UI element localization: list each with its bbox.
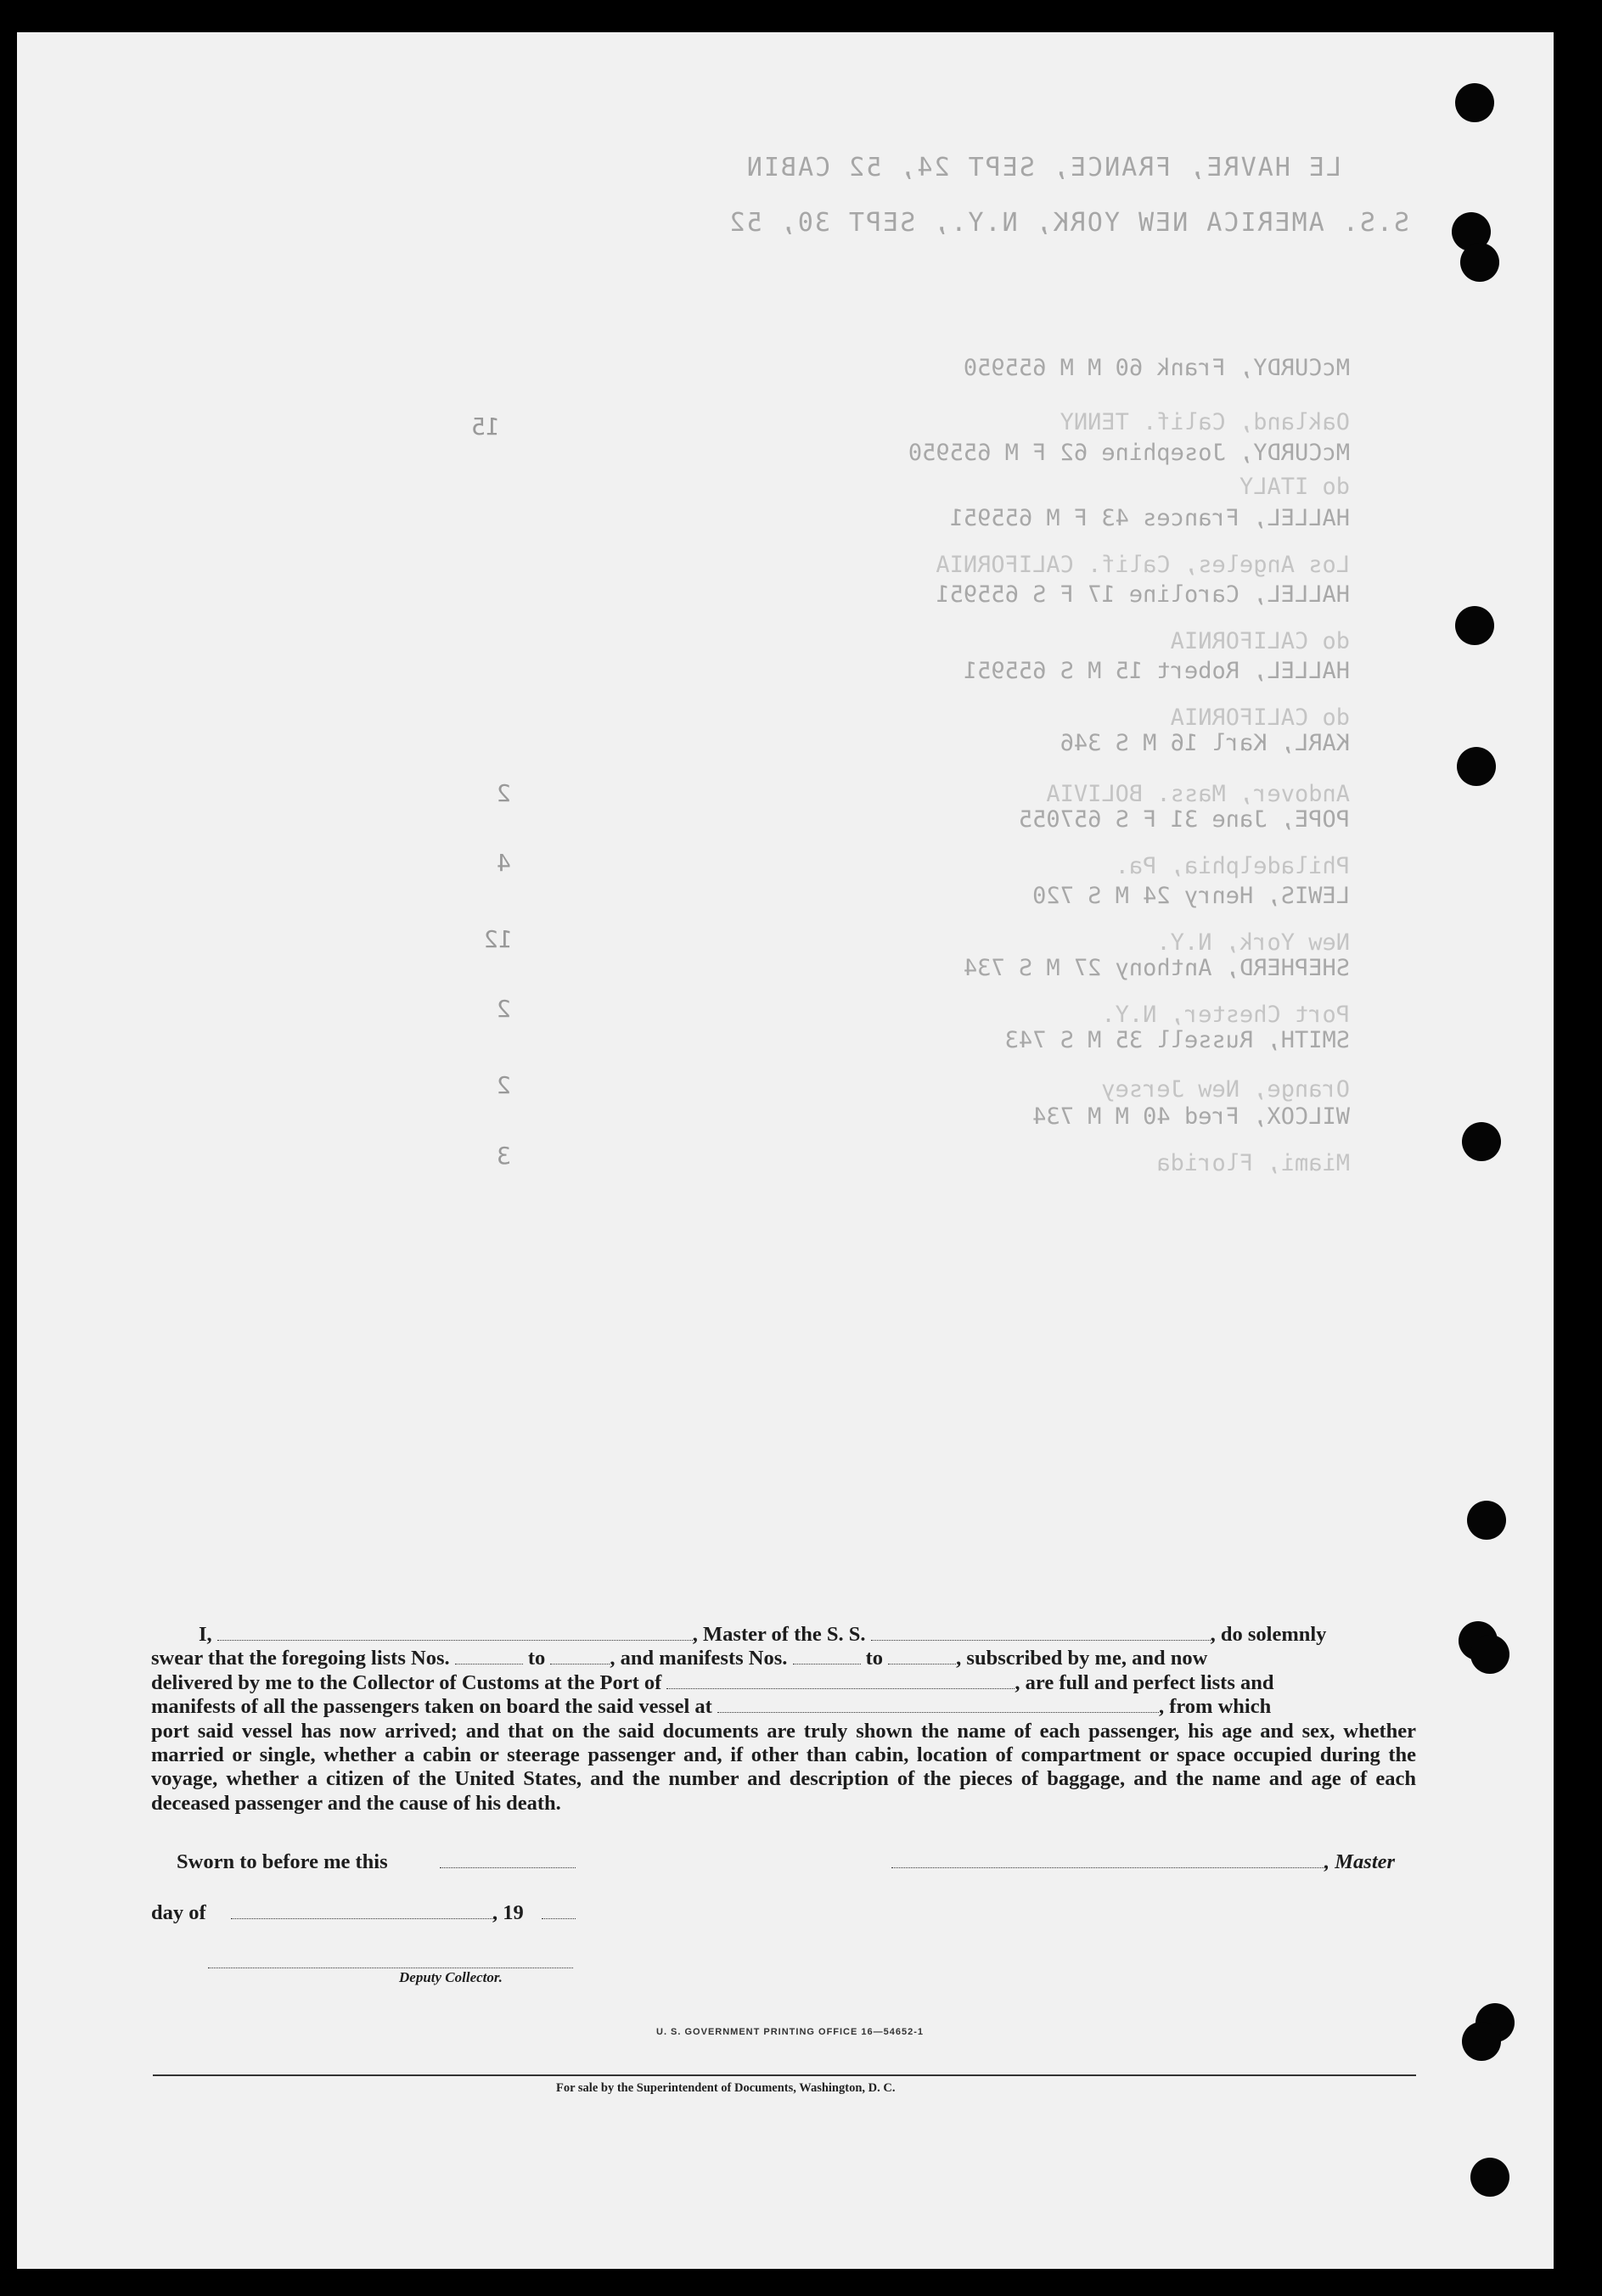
master-label: , Master <box>1324 1850 1396 1873</box>
bleed-row: HALLEL, Frances 43 F M 655951 <box>949 505 1350 531</box>
oath-text: swear that the foregoing lists Nos. <box>151 1647 450 1670</box>
oath-text: , Master of the S. S. <box>692 1623 866 1646</box>
sworn-label: Sworn to before me this <box>177 1850 388 1873</box>
bleed-row: POPE, Jane 31 F S 657055 <box>1018 806 1350 833</box>
oath-text: , from which <box>1158 1695 1272 1719</box>
bleed-row: Port Chester, N.Y. <box>1101 1002 1350 1028</box>
bleed-count: 2 <box>497 1071 511 1099</box>
bleed-row: McCURDY, Josephine 62 F M 655950 <box>908 440 1350 466</box>
oath-text: , and manifests Nos. <box>610 1647 788 1670</box>
master-signature-blank <box>891 1852 1324 1868</box>
departure-port-blank <box>717 1697 1159 1713</box>
bleed-header-line1: LE HAVRE, FRANCE, SEPT 24, 52 CABIN <box>745 153 1341 182</box>
oath-text: , are full and perfect lists and <box>1015 1670 1274 1694</box>
bleed-row: SHEPHERD, Anthony 27 M S 734 <box>963 955 1350 981</box>
bleed-count: 12 <box>484 925 513 953</box>
deputy-label: Deputy Collector. <box>399 1969 503 1985</box>
oath-text: to <box>865 1647 884 1670</box>
oath-paragraph <box>151 1623 1416 1816</box>
list-to-blank <box>550 1648 610 1664</box>
manifest-to-blank <box>888 1648 956 1664</box>
oath-text: , do solemnly <box>1210 1623 1327 1646</box>
bleed-count: 2 <box>497 779 511 807</box>
bleed-row: HALLEL, Caroline 17 F S 655951 <box>936 581 1350 608</box>
oath-text: delivered by me to the Collector of Customs at the Port of <box>151 1670 662 1694</box>
oath-text: I, <box>199 1623 212 1646</box>
bleed-row: HALLEL, Robert 15 M S 655951 <box>963 658 1350 684</box>
list-from-blank <box>455 1648 523 1664</box>
oath-text: port said vessel has now arrived; and that on the said documents are truly shown the name of each passenger, his age and sex, whether married or single, whether a cabin or steerage passenger and, if other than cabin, location of compartment or space occupied during the voyage, whether a citizen of the United States, and the number and description of the pieces of baggage, and the name and age of each deceased passenger and the cause of his death. <box>151 1719 1416 1815</box>
master-name-blank <box>217 1625 693 1641</box>
bleed-row: Orange, New Jersey <box>1101 1076 1350 1103</box>
bleed-row: WILCOX, Fred 40 M M 734 <box>1032 1103 1350 1130</box>
punch-hole <box>1470 2158 1509 2197</box>
bleed-row: New York, N.Y. <box>1156 929 1350 956</box>
oath-text: , subscribed by me, and now <box>956 1647 1208 1670</box>
punch-hole <box>1455 83 1494 122</box>
day-of-label: day of <box>151 1901 206 1924</box>
oath-text: manifests of all the passengers taken on board the said vessel at <box>151 1695 712 1719</box>
bleed-row: LEWIS, Henry 24 M S 720 <box>1032 883 1350 909</box>
bleed-row: do CALIFORNIA <box>1170 705 1350 731</box>
day-blank <box>231 1903 494 1919</box>
bleed-row: Andover, Mass. BOLIVIA <box>1046 781 1350 807</box>
bleed-count: 4 <box>497 849 511 877</box>
bleed-row: McCURDY, Frank 60 M M 655950 <box>963 355 1350 381</box>
bleed-row: Oakland, Calif. TENNY <box>1060 409 1350 435</box>
punch-hole <box>1462 1122 1501 1161</box>
bleed-count: 15 <box>471 413 500 441</box>
punch-hole <box>1467 1501 1506 1540</box>
bleed-row: do CALIFORNIA <box>1170 628 1350 654</box>
bleed-row: KARL, Karl 16 M S 346 <box>1060 730 1350 756</box>
bleed-row: do ITALY <box>1239 474 1350 500</box>
punch-hole <box>1457 747 1496 786</box>
footer-rule <box>153 2074 1416 2076</box>
bleed-count: 2 <box>497 995 511 1023</box>
bleed-row: Los Angeles, Calif. CALIFORNIA <box>936 552 1350 578</box>
deputy-signature-blank <box>208 1952 573 1968</box>
year-label: , 19 <box>492 1901 524 1924</box>
bleed-header-line2: S.S. AMERICA NEW YORK, N.Y., SEPT 30, 52 <box>728 208 1409 238</box>
punch-hole <box>1455 606 1494 645</box>
oath-text: to <box>527 1647 546 1670</box>
bleed-row: Miami, Florida <box>1156 1150 1350 1176</box>
sworn-date-blank <box>440 1852 576 1868</box>
year-blank <box>542 1903 576 1919</box>
gpo-line: U. S. GOVERNMENT PRINTING OFFICE 16—54652-1 <box>656 2027 925 2037</box>
sale-line: For sale by the Superintendent of Documents, Washington, D. C. <box>556 2081 896 2095</box>
port-blank <box>666 1673 1015 1689</box>
manifest-from-blank <box>793 1648 861 1664</box>
ship-name-blank <box>871 1625 1211 1641</box>
bleed-count: 3 <box>497 1142 511 1170</box>
bleed-row: Philadelphia, Pa. <box>1115 853 1350 879</box>
bleed-row: SMITH, Russell 35 M S 743 <box>1004 1027 1350 1053</box>
